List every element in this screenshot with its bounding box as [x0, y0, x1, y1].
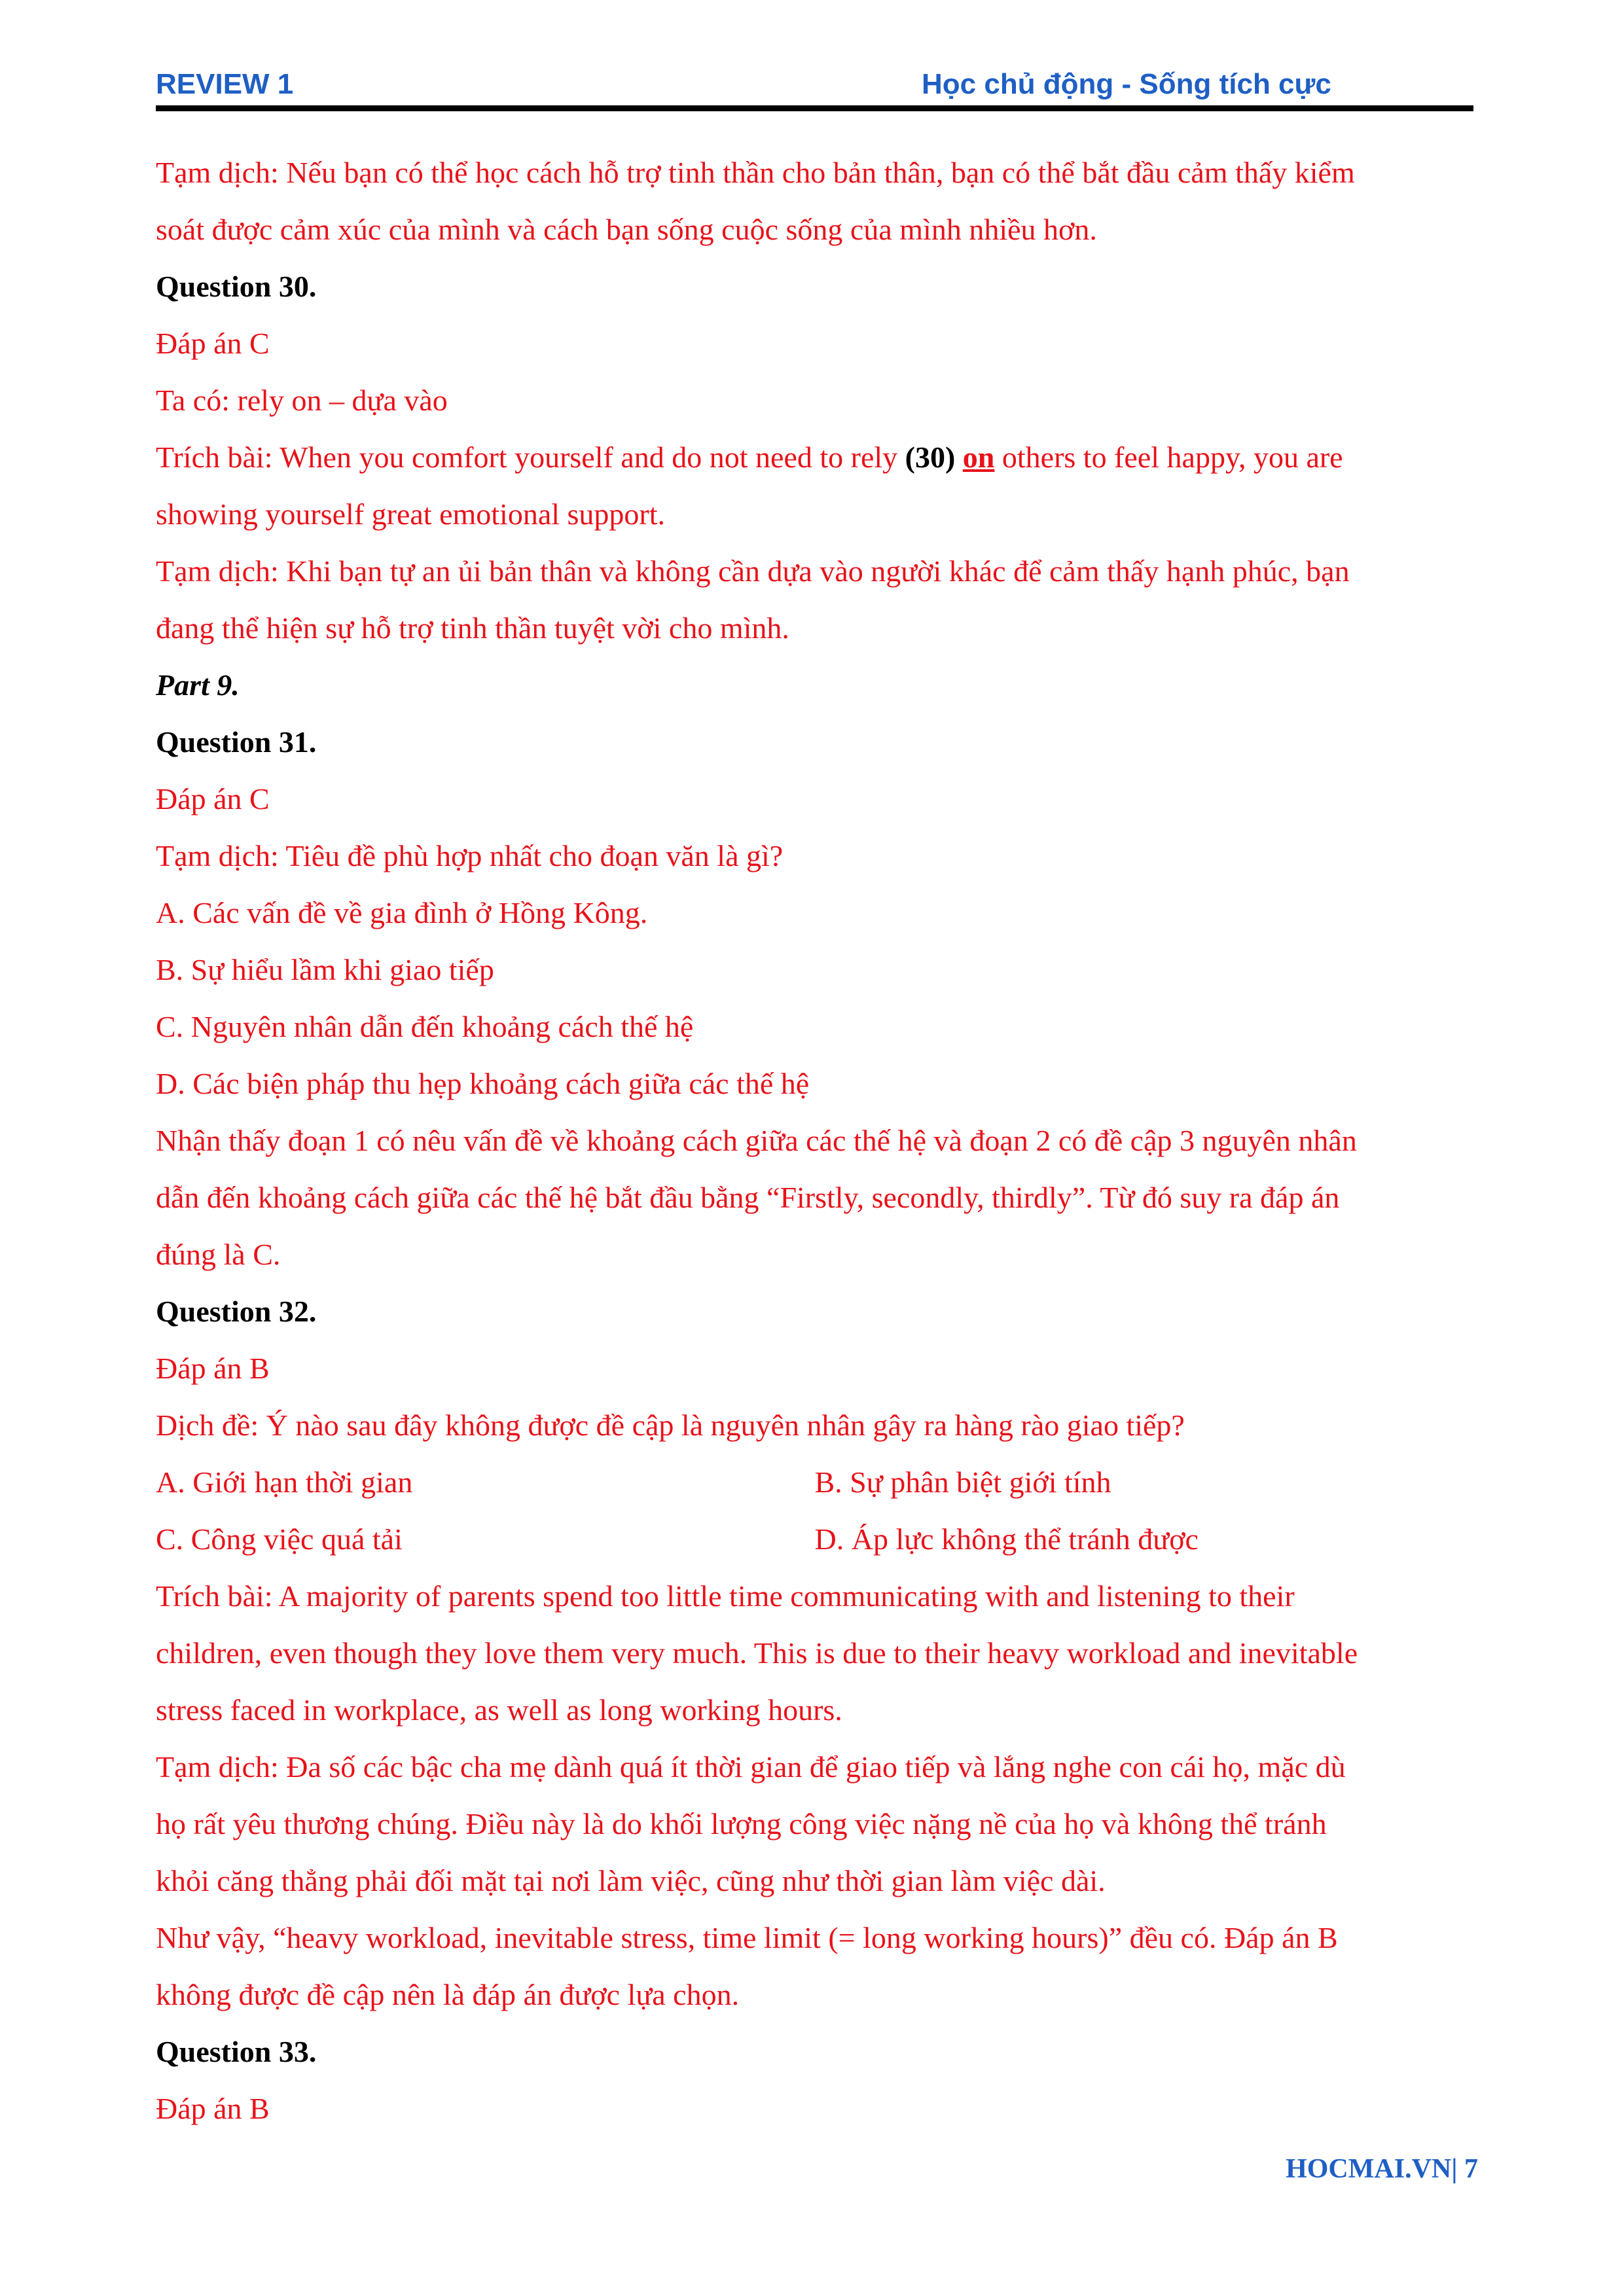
part-heading: Part 9. — [156, 668, 240, 702]
answer-line-31: Đáp án C — [156, 782, 270, 816]
excerpt-line — [156, 429, 1473, 486]
page-footer: HOCMAI.VN| 7 — [1286, 2154, 1478, 2184]
options-row — [156, 1511, 1473, 1568]
option-b: B. Sự phân biệt giới tính — [814, 1465, 1111, 1499]
option-c: C. Nguyên nhân dẫn đến khoảng cách thế hệ — [156, 1010, 694, 1043]
explanation-line: đúng là C. — [156, 1238, 281, 1271]
header-right-slogan: Học chủ động - Sống tích cực — [922, 68, 1331, 100]
explanation-line: dẫn đến khoảng cách giữa các thế hệ bắt đầu bằng “Firstly, secondly, thirdly”. Từ đó suy ra đáp án — [156, 1181, 1340, 1214]
answer-line-33: Đáp án B — [156, 2092, 270, 2125]
translation-line: Tạm dịch: Đa số các bậc cha mẹ dành quá ít thời gian để giao tiếp và lắng nghe con cái họ, mặc dù — [156, 1750, 1346, 1784]
header-left-title: REVIEW 1 — [156, 68, 294, 100]
excerpt-line: stress faced in workplace, as well as long working hours. — [156, 1693, 842, 1727]
option-b: B. Sự hiểu lầm khi giao tiếp — [156, 953, 494, 986]
explanation-line: không được đề cập nên là đáp án được lựa chọn. — [156, 1978, 740, 2011]
blank-number: (30) — [905, 440, 956, 474]
excerpt-line: showing yourself great emotional support. — [156, 497, 666, 531]
question-heading-30: Question 30. — [156, 270, 317, 303]
option-d: D. Các biện pháp thu hẹp khoảng cách giữa các thế hệ — [156, 1067, 810, 1100]
translation-line: họ rất yêu thương chúng. Điều này là do khối lượng công việc nặng nề của họ và không thể tránh — [156, 1807, 1327, 1840]
question-heading-33: Question 33. — [156, 2035, 317, 2068]
answer-line-32: Đáp án B — [156, 1352, 270, 1385]
translation-line: Tạm dịch: Khi bạn tự an ủi bản thân và không cần dựa vào người khác để cảm thấy hạnh phúc, bạn — [156, 554, 1350, 588]
translation-line: đang thể hiện sự hỗ trợ tinh thần tuyệt vời cho mình. — [156, 611, 789, 645]
option-a: A. Giới hạn thời gian — [156, 1465, 413, 1499]
option-a: A. Các vấn đề về gia đình ở Hồng Kông. — [156, 896, 648, 929]
question-translation: Dịch đề: Ý nào sau đây không được đề cập là nguyên nhân gây ra hàng rào giao tiếp? — [156, 1408, 1185, 1442]
answer-word: on — [962, 440, 995, 474]
explanation-line: Như vậy, “heavy workload, inevitable stress, time limit (= long working hours)” đều có. Đáp án B — [156, 1921, 1338, 1954]
translation-line: khỏi căng thẳng phải đối mặt tại nơi làm việc, cũng như thời gian làm việc dài. — [156, 1864, 1106, 1897]
option-d: D. Áp lực không thể tránh được — [814, 1522, 1199, 1556]
explanation-line: Ta có: rely on – dựa vào — [156, 384, 448, 417]
excerpt-line: Trích bài: A majority of parents spend too little time communicating with and listening to their — [156, 1579, 1295, 1613]
option-c: C. Công việc quá tải — [156, 1522, 403, 1556]
question-heading-32: Question 32. — [156, 1295, 317, 1328]
header-divider — [156, 105, 1473, 111]
excerpt-text: others to feel happy, you are — [994, 440, 1343, 474]
options-row — [156, 1454, 1473, 1511]
answer-line-30: Đáp án C — [156, 327, 270, 360]
page-header — [156, 68, 1473, 111]
translation-line: soát được cảm xúc của mình và cách bạn sống cuộc sống của mình nhiều hơn. — [156, 213, 1097, 246]
translation-line: Tạm dịch: Nếu bạn có thể học cách hỗ trợ tinh thần cho bản thân, bạn có thể bắt đầu cảm thấy kiểm — [156, 156, 1355, 189]
question-heading-31: Question 31. — [156, 725, 317, 759]
explanation-line: Nhận thấy đoạn 1 có nêu vấn đề về khoảng cách giữa các thế hệ và đoạn 2 có đề cập 3 nguyên nhân — [156, 1124, 1357, 1157]
excerpt-text: Trích bài: When you comfort yourself and do not need to rely — [156, 440, 905, 474]
excerpt-line: children, even though they love them very much. This is due to their heavy workload and inevitable — [156, 1636, 1358, 1670]
document-body — [156, 144, 1473, 2137]
translation-line: Tạm dịch: Tiêu đề phù hợp nhất cho đoạn văn là gì? — [156, 839, 784, 872]
